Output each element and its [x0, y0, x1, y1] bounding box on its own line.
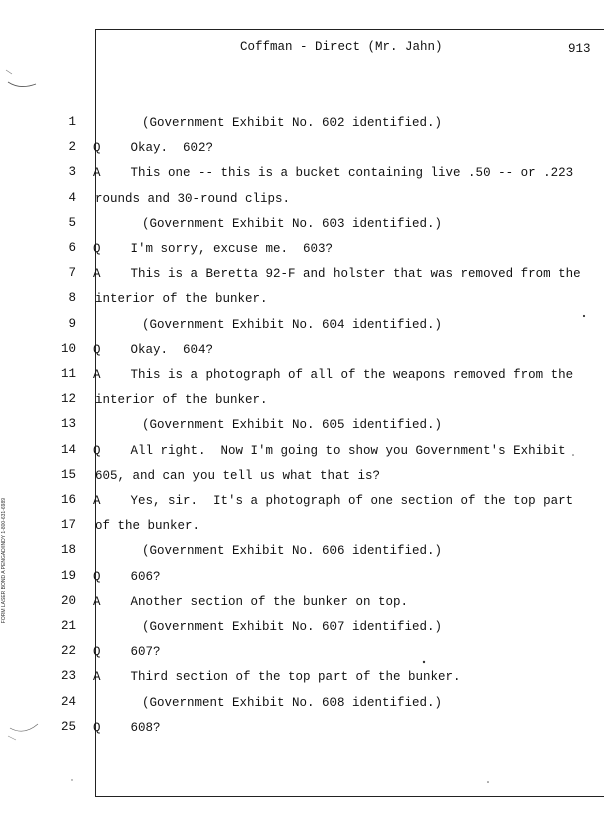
transcript-line: A This is a photograph of all of the weapons removed from the — [93, 368, 574, 382]
line-number: 18 — [60, 543, 76, 558]
transcript-line: Q All right. Now I'm going to show you Government's Exhibit — [93, 443, 566, 458]
line-number: 5 — [68, 215, 76, 230]
transcript-line: Q Okay. 602? — [93, 141, 214, 156]
line-number: 7 — [68, 266, 76, 281]
transcript-line: A Another section of the bunker on top. — [93, 594, 409, 609]
line-number: 16 — [60, 493, 76, 507]
transcript-line: A Third section of the top part of the bunker. — [93, 670, 461, 685]
line-number: 6 — [68, 241, 76, 255]
line-number: 9 — [68, 316, 76, 331]
transcript-line: interior of the bunker. — [95, 393, 268, 408]
transcript-line: (Government Exhibit No. 607 identified.) — [142, 620, 443, 634]
transcript-line: Q Okay. 604? — [93, 342, 214, 357]
transcript-line: of the bunker. — [95, 519, 201, 534]
line-number: 3 — [68, 165, 76, 180]
line-number: 8 — [68, 291, 76, 306]
line-number: 11 — [60, 367, 76, 381]
line-number: 12 — [60, 392, 76, 407]
line-number: 13 — [60, 417, 76, 432]
line-number: 17 — [60, 518, 76, 533]
transcript-line: (Government Exhibit No. 606 identified.) — [142, 544, 443, 559]
page-number: 913 — [568, 42, 591, 56]
line-number: 19 — [60, 568, 76, 583]
line-number: 21 — [60, 619, 76, 633]
transcript-line: rounds and 30-round clips. — [95, 191, 291, 206]
transcript-line: (Government Exhibit No. 604 identified.) — [142, 317, 443, 332]
line-number: 22 — [60, 644, 76, 659]
line-number: 24 — [60, 694, 76, 709]
form-side-label: FORM LASER BOND A PENGAD/INDY 1-800-631-6989 — [1, 498, 7, 624]
transcript-line: (Government Exhibit No. 603 identified.) — [142, 216, 443, 231]
transcript-line: (Government Exhibit No. 602 identified.) — [142, 116, 443, 130]
line-number: 20 — [60, 593, 76, 608]
transcript-line: A Yes, sir. It's a photograph of one section of the top part — [93, 494, 574, 508]
transcript-line: A This one -- this is a bucket containing live .50 -- or .223 — [93, 166, 574, 181]
transcript-line: (Government Exhibit No. 605 identified.) — [142, 418, 443, 433]
line-number: 1 — [68, 115, 76, 129]
line-number: 14 — [60, 442, 76, 457]
transcript-line: Q 608? — [93, 720, 161, 735]
line-number: 25 — [60, 719, 76, 734]
line-number: 23 — [60, 669, 76, 684]
transcript-line: (Government Exhibit No. 608 identified.) — [142, 695, 443, 710]
transcript-line: Q 607? — [93, 645, 161, 660]
transcript-line: interior of the bunker. — [95, 292, 268, 307]
line-number: 4 — [68, 190, 76, 205]
transcript-line: Q I'm sorry, excuse me. 603? — [93, 242, 334, 256]
transcript-line: Q 606? — [93, 569, 161, 584]
page-header-title: Coffman - Direct (Mr. Jahn) — [240, 40, 443, 54]
line-number: 10 — [60, 341, 76, 356]
transcript-line: A This is a Beretta 92-F and holster that was removed from the — [93, 267, 581, 282]
line-number: 2 — [68, 140, 76, 155]
line-number: 15 — [60, 467, 76, 482]
transcript-line: 605, and can you tell us what that is? — [95, 468, 381, 483]
